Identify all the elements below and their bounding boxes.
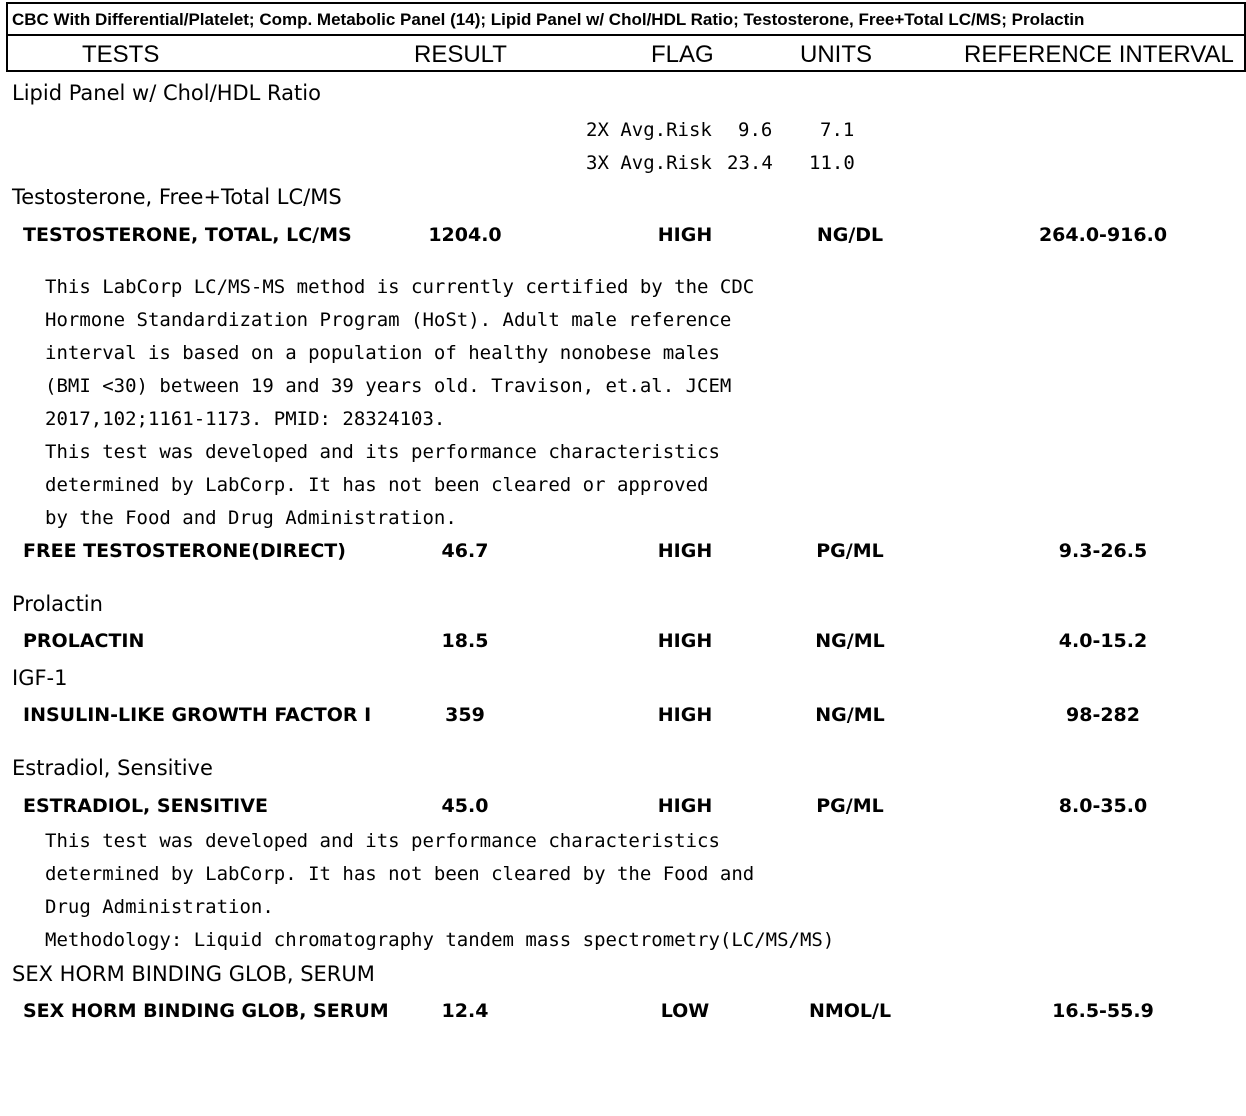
test-flag: LOW: [660, 1000, 710, 1022]
risk-value: 9.6: [738, 119, 773, 141]
section-title-prolactin: Prolactin: [12, 592, 103, 616]
test-result: 1204.0: [428, 224, 502, 246]
section-title-estradiol: Estradiol, Sensitive: [12, 756, 213, 780]
test-reference: 264.0-916.0: [1038, 224, 1168, 246]
test-result: 18.5: [441, 630, 489, 652]
test-reference: 9.3-26.5: [1058, 540, 1148, 562]
test-units: NG/DL: [816, 224, 884, 246]
test-flag: HIGH: [657, 704, 713, 726]
risk-ratio: 11.0: [809, 152, 855, 174]
column-header-flag: FLAG: [651, 41, 714, 68]
column-header-result: RESULT: [414, 41, 507, 68]
test-flag: HIGH: [657, 540, 713, 562]
test-name: FREE TESTOSTERONE(DIRECT): [23, 540, 346, 562]
risk-label: 3X Avg.Risk: [586, 152, 712, 174]
test-flag: HIGH: [657, 795, 713, 817]
note-line: Drug Administration.: [45, 896, 274, 918]
note-line: interval is based on a population of healthy nonobese males: [45, 342, 720, 364]
note-line: This LabCorp LC/MS-MS method is currently certified by the CDC: [45, 276, 755, 298]
test-reference: 98-282: [1066, 704, 1140, 726]
test-reference: 16.5-55.9: [1052, 1000, 1154, 1022]
test-name: TESTOSTERONE, TOTAL, LC/MS: [23, 224, 352, 246]
test-result: 45.0: [441, 795, 489, 817]
column-header-units: UNITS: [800, 41, 872, 68]
column-header-bar: [6, 34, 1246, 72]
test-units: PG/ML: [816, 795, 884, 817]
note-line: This test was developed and its performance characteristics: [45, 441, 720, 463]
test-name: INSULIN-LIKE GROWTH FACTOR I: [23, 704, 372, 726]
test-reference: 8.0-35.0: [1058, 795, 1148, 817]
test-reference: 4.0-15.2: [1058, 630, 1148, 652]
test-name: PROLACTIN: [23, 630, 145, 652]
report-header-title: CBC With Differential/Platelet; Comp. Metabolic Panel (14); Lipid Panel w/ Chol/HDL Ratio; Testosterone, Free+Total LC/MS; Prolactin: [6, 2, 1246, 34]
risk-ratio: 7.1: [820, 119, 855, 141]
note-line: determined by LabCorp. It has not been cleared by the Food and: [45, 863, 755, 885]
section-title-testosterone: Testosterone, Free+Total LC/MS: [12, 185, 342, 209]
test-result: 359: [445, 704, 485, 726]
note-line: 2017,102;1161-1173. PMID: 28324103.: [45, 408, 446, 430]
note-line: (BMI <30) between 19 and 39 years old. Travison, et.al. JCEM: [45, 375, 732, 397]
test-result: 12.4: [441, 1000, 489, 1022]
section-title-lipid: Lipid Panel w/ Chol/HDL Ratio: [12, 81, 321, 105]
test-name: ESTRADIOL, SENSITIVE: [23, 795, 268, 817]
note-line: Hormone Standardization Program (HoSt). Adult male reference: [45, 309, 732, 331]
note-line: Methodology: Liquid chromatography tandem mass spectrometry(LC/MS/MS): [45, 929, 835, 951]
note-line: by the Food and Drug Administration.: [45, 507, 457, 529]
column-header-tests: TESTS: [82, 41, 160, 68]
test-units: NG/ML: [815, 630, 885, 652]
test-flag: HIGH: [657, 630, 713, 652]
note-line: determined by LabCorp. It has not been cleared or approved: [45, 474, 709, 496]
risk-label: 2X Avg.Risk: [586, 119, 712, 141]
column-header-reference: REFERENCE INTERVAL: [964, 41, 1234, 68]
section-title-igf: IGF-1: [12, 666, 68, 690]
test-result: 46.7: [441, 540, 489, 562]
test-units: PG/ML: [816, 540, 884, 562]
test-name: SEX HORM BINDING GLOB, SERUM: [23, 1000, 389, 1022]
note-line: This test was developed and its performance characteristics: [45, 830, 720, 852]
test-flag: HIGH: [657, 224, 713, 246]
risk-value: 23.4: [727, 152, 773, 174]
test-units: NMOL/L: [808, 1000, 892, 1022]
section-title-shbg: SEX HORM BINDING GLOB, SERUM: [12, 962, 375, 986]
test-units: NG/ML: [815, 704, 885, 726]
